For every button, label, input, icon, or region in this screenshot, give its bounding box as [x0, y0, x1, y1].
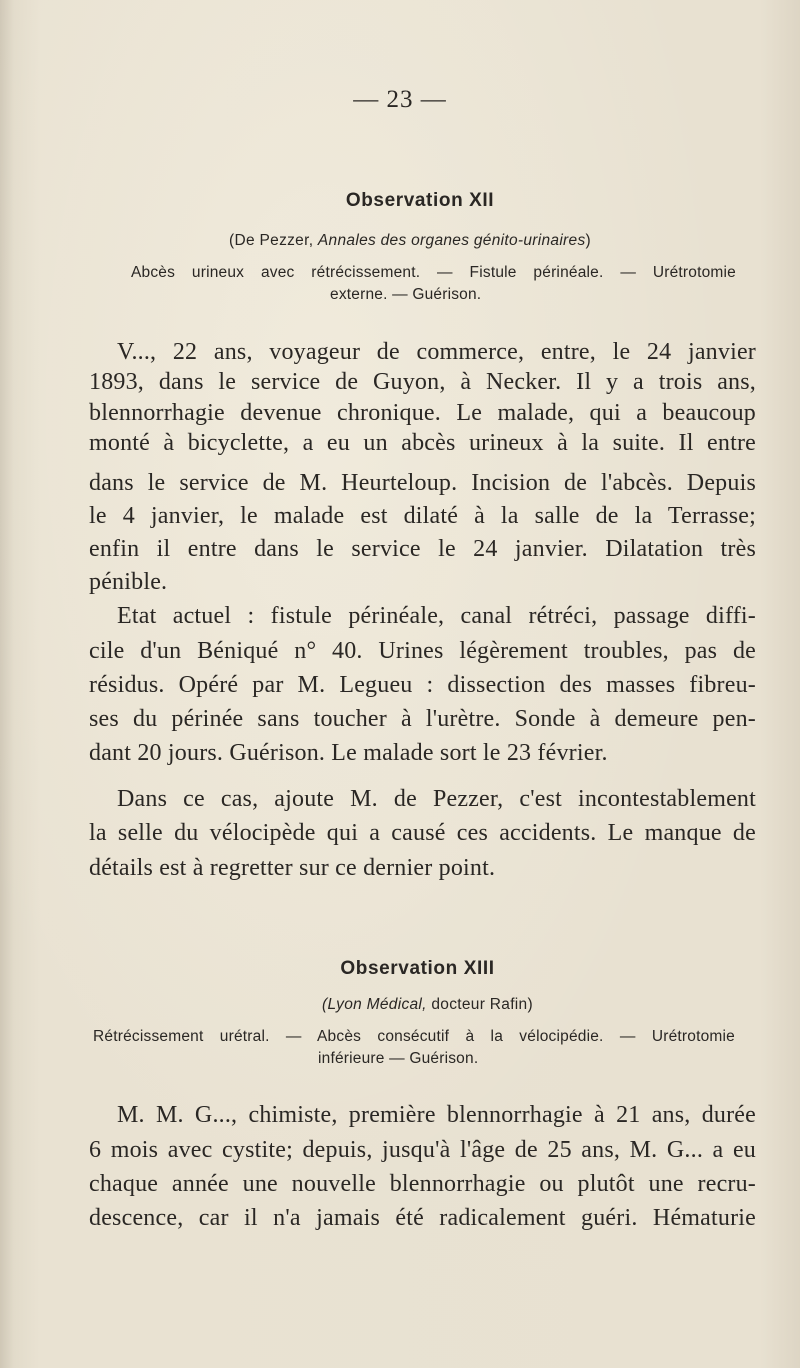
body-line: ses du périnée sans toucher à l'urètre. Sonde à demeure pen- — [89, 706, 756, 732]
body-line: V..., 22 ans, voyageur de commerce, entre, le 24 janvier — [117, 339, 756, 365]
page-number: — 23 — — [353, 86, 447, 113]
body-line: dans le service de M. Heurteloup. Incision de l'abcès. Depuis — [89, 470, 756, 496]
observation-13-title: Observation XIII — [340, 958, 495, 979]
summary-line: inférieure — Guérison. — [318, 1050, 479, 1067]
body-line: résidus. Opéré par M. Legueu : dissection des masses fibreu- — [89, 672, 756, 698]
body-line: 1893, dans le service de Guyon, à Necker. Il y a trois ans, — [89, 369, 756, 395]
observation-12-source: (De Pezzer, Annales des organes génito-urinaires) — [229, 232, 591, 249]
summary-line: Rétrécissement urétral. — Abcès consécutif à la vélocipédie. — Urétrotomie — [93, 1028, 735, 1045]
observation-12-summary — [131, 262, 736, 306]
body-line: Dans ce cas, ajoute M. de Pezzer, c'est incontestablement — [117, 786, 756, 812]
observation-12-title: Observation XII — [345, 190, 495, 211]
body-line: blennorrhagie devenue chronique. Le malade, qui a beaucoup — [89, 400, 756, 426]
body-line: chaque année une nouvelle blennorrhagie ou plutôt une recru- — [89, 1171, 756, 1197]
body-line: monté à bicyclette, a eu un abcès urineux à la suite. Il entre — [89, 430, 756, 456]
body-line: détails est à regretter sur ce dernier point. — [89, 855, 496, 881]
observation-13-summary — [93, 1026, 735, 1070]
observation-13-source: (Lyon Médical, docteur Rafin) — [322, 996, 533, 1013]
summary-line: Abcès urineux avec rétrécissement. — Fistule périnéale. — Urétrotomie — [131, 264, 736, 281]
body-line: M. M. G..., chimiste, première blennorrhagie à 21 ans, durée — [117, 1102, 756, 1128]
summary-line: externe. — Guérison. — [330, 286, 482, 303]
body-line: cile d'un Béniqué n° 40. Urines légèrement troubles, pas de — [89, 638, 756, 664]
body-line: le 4 janvier, le malade est dilaté à la salle de la Terrasse; — [89, 503, 756, 529]
body-line: descence, car il n'a jamais été radicalement guéri. Hématurie — [89, 1205, 756, 1231]
body-line: enfin il entre dans le service le 24 janvier. Dilatation très — [89, 536, 756, 562]
body-line: pénible. — [89, 569, 168, 595]
body-line: 6 mois avec cystite; depuis, jusqu'à l'âge de 25 ans, M. G... a eu — [89, 1137, 756, 1163]
body-line: dant 20 jours. Guérison. Le malade sort le 23 février. — [89, 740, 608, 766]
body-line: la selle du vélocipède qui a causé ces accidents. Le manque de — [89, 820, 756, 846]
body-line: Etat actuel : fistule périnéale, canal rétréci, passage diffi- — [117, 603, 756, 629]
